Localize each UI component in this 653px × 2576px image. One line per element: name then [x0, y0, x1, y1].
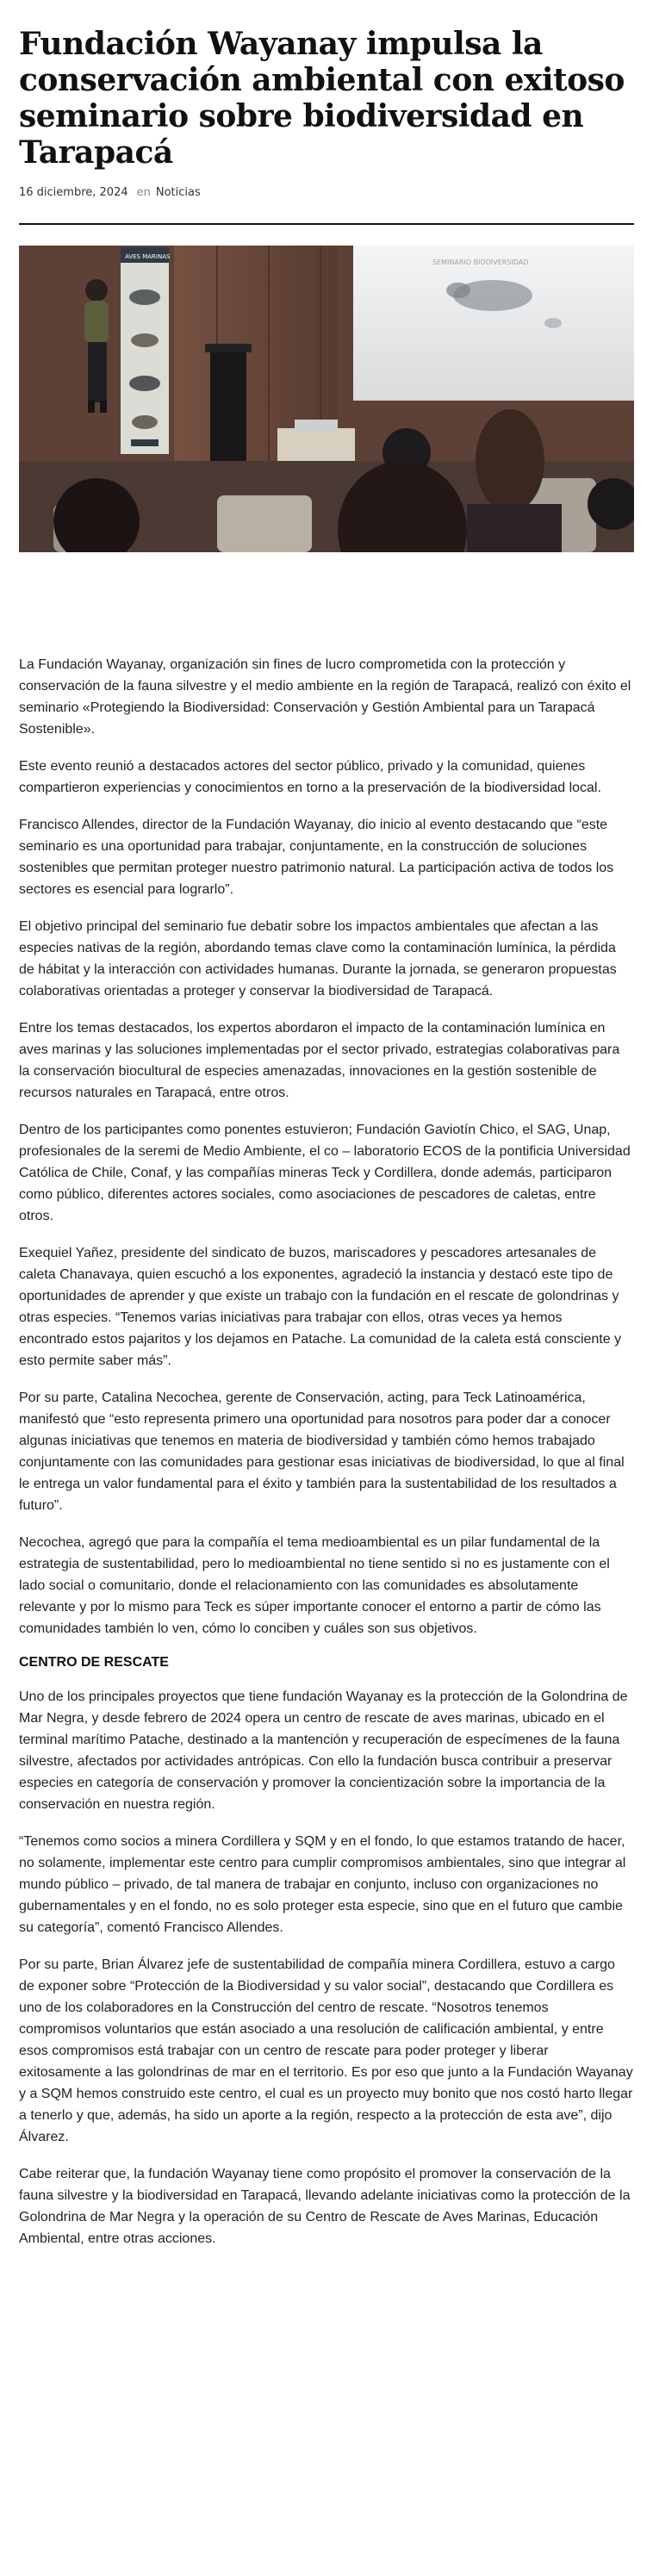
banner-title: AVES MARINAS [125, 253, 171, 260]
paragraph: “Tenemos como socios a minera Cordillera y SQM y en el fondo, lo que estamos tratando de hacer, no solamente, implementar este centro para cumplir compromisos ambientales, sino que integrar al mundo público – privado, de tal manera de trabajar en conjunto, incluso con organizaciones no gubernamentales y en el fondo, no es solo proteger esta especie, sino que en el futuro que cambie su categoría”, comentó Francisco Allendes. [19, 1834, 626, 1935]
paragraph: Este evento reunió a destacados actores del sector público, privado y la comunidad, quienes compartieron experiencias y conocimientos en torno a la preservación de la biodiversidad local. [19, 759, 601, 795]
paragraph: Dentro de los participantes como ponentes estuvieron; Fundación Gaviotín Chico, el SAG, Unap, profesionales de la seremi de Medio Ambiente, el co – laboratorio ECOS de la pontificia Universidad Católica de Chile, Conaf, y las compañías mineras Teck y Cordillera, donde además, participaron como público, diferentes actores sociales, como asociaciones de pescadores de caletas, entre otros. [19, 1123, 631, 1223]
section-heading-centro-de-rescate: CENTRO DE RESCATE [19, 1655, 169, 1670]
article-body [19, 654, 634, 2249]
category-link[interactable]: Noticias [155, 186, 201, 199]
paragraph: Exequiel Yañez, presidente del sindicato de buzos, mariscadores y pescadores artesanales de caleta Chanavaya, quien escuchó a los exponentes, agradeció la instancia y destacó este tipo de oportunidades de aprender y que existe un trabajo con la fundación en el rescate de golondrinas y otras especies. “Tenemos varias iniciativas para trabajar con ellos, otras veces ya hemos encontrado estos pajaritos y los dejamos en Patache. La comunidad de la caleta está consciente y esto permite saber más”. [19, 1246, 622, 1368]
meta-in-word: en [136, 186, 151, 199]
paragraph: El objetivo principal del seminario fue debatir sobre los impactos ambientales que afectan a las especies nativas de la región, abordando temas clave como la contaminación lumínica, la pérdida de hábitat y la interacción con actividades humanas. Durante la jornada, se generaron propuestas colaborativas orientadas a proteger y conservar la biodiversidad de Tarapacá. [19, 919, 617, 999]
screen-heading: SEMINARIO BIODIVERSIDAD [432, 258, 529, 266]
paragraph: La Fundación Wayanay, organización sin fines de lucro comprometida con la protección y conservación de la fauna silvestre y el medio ambiente en la región de Tarapacá, realizó con éxito el seminario «Protegiendo la Biodiversidad: Conservación y Gestión Ambiental para un Tarapacá Sostenible». [19, 657, 631, 737]
post-date[interactable]: 16 diciembre, 2024 [19, 186, 128, 199]
paragraph: Necochea, agregó que para la compañía el tema medioambiental es un pilar fundamental de la estrategia de sustentabilidad, pero lo medioambiental no tiene sentido si no es justamente con el lado social o comunitario, donde el relacionamiento con las comunidades es absolutamente relevante y por lo mismo para Teck es súper importante conocer el entorno a partir de cómo las comunidades también lo ven, cómo lo conciben y cuáles son sus objetivos. [19, 1535, 610, 1636]
paragraph: Francisco Allendes, director de la Fundación Wayanay, dio inicio al evento destacando que “este seminario es una oportunidad para trabajar, conjuntamente, en la construcción de soluciones sostenibles que permitan proteger nuestro patrimonio natural. La participación activa de todos los sectores es esencial para lograrlo”. [19, 818, 614, 897]
title-divider [19, 223, 634, 225]
featured-photo [19, 246, 634, 552]
post-title: Fundación Wayanay impulsa la conservación ambiental con exitoso seminario sobre biodiversidad en Tarapacá [19, 26, 625, 171]
seminar-photo [19, 246, 634, 552]
paragraph: Cabe reiterar que, la fundación Wayanay tiene como propósito el promover la conservación de la fauna silvestre y la biodiversidad en Tarapacá, llevando adelante iniciativas como la protección de la Golondrina de Mar Negra y la operación de su Centro de Rescate de Aves Marinas, Educación Ambiental, entre otras acciones. [19, 2167, 631, 2246]
post-container [0, 26, 653, 2299]
paragraph: Por su parte, Brian Álvarez jefe de sustentabilidad de compañía minera Cordillera, estuvo a cargo de exponer sobre “Protección de la Biodiversidad y su valor social”, destacando que Cordillera es uno de los colaboradores en la Construcción del centro de rescate. “Nosotros tenemos compromisos voluntarios que están asociado a una resolución de calificación ambiental, y entre esos compromisos está trabajar con un centro de rescate para poder proteger y liberar exitosamente a las golondrinas de mar en el territorio. Es por eso que junto a la Fundación Wayanay y a SQM hemos construido este centro, el cual es un proyecto muy bonito que nos costó harto llegar a tenerlo y que, además, ha sido un aporte a la región, respecto a la protección de esta ave”, dijo Álvarez. [19, 1957, 633, 2144]
paragraph: Entre los temas destacados, los expertos abordaron el impacto de la contaminación lumínica en aves marinas y las soluciones implementadas por el sector privado, estrategias colaborativas para la conservación biocultural de especies amenazadas, innovaciones en la gestión sostenible de recursos naturales en Tarapacá, entre otros. [19, 1021, 620, 1100]
post-meta [19, 186, 643, 199]
paragraph: Uno de los principales proyectos que tiene fundación Wayanay es la protección de la Golondrina de Mar Negra, y desde febrero de 2024 opera un centro de rescate de aves marinas, ubicado en el terminal marítimo Patache, destinado a la mantención y recuperación de especímenes de la fauna silvestre, afectados por actividades antrópicas. Con ello la fundación busca contribuir a preservar especies en categoría de conservación y promover la concientización sobre la importancia de la conservación en nuestra región. [19, 1689, 628, 1812]
paragraph: Por su parte, Catalina Necochea, gerente de Conservación, acting, para Teck Latinoamérica, manifestó que “esto representa primero una oportunidad para nosotros para poder dar a conocer algunas iniciativas que tenemos en materia de biodiversidad y también cómo hemos trabajado conjuntamente con las comunidades para gestionar esas iniciativas de biodiversidad, lo que al final le entrega un valor fundamental para el éxito y también para la sustentabilidad de los resultados a futuro”. [19, 1391, 625, 1513]
